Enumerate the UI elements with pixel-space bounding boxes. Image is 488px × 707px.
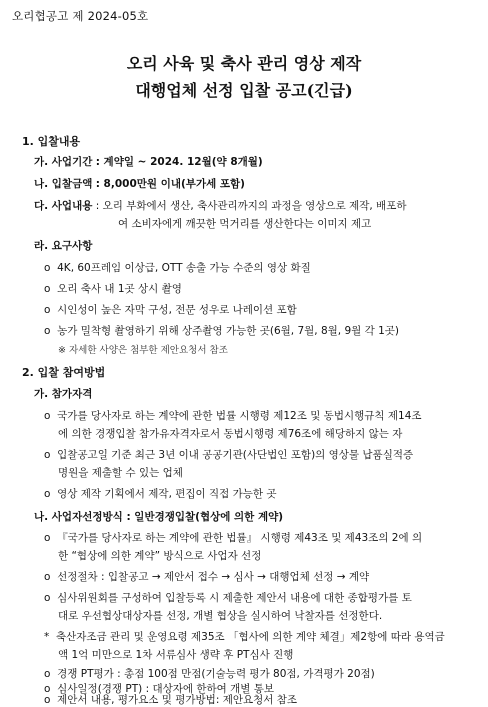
method-item <box>44 592 412 605</box>
qualification-text: 에 의한 경쟁입찰 참가유자격자로서 동법시행령 제76조에 해당하지 않는 자 <box>58 428 403 440</box>
bullet-icon: o <box>44 683 51 695</box>
content-row <box>34 200 406 213</box>
qualification-item <box>44 410 422 423</box>
qualification-item <box>44 449 413 462</box>
qualification-text: 영상 제작 기획에서 제작, 편집이 직접 가능한 곳 <box>57 488 277 500</box>
requirement-item <box>44 304 297 317</box>
method-text: 심사위원회를 구성하여 입찰등록 시 제출한 제안서 내용에 대한 종합평가를 토 <box>57 592 412 604</box>
selection-method-label: 나. 사업자선정방식 : 일반경쟁입찰(협상에 의한 계약) <box>34 511 284 523</box>
qualification-item <box>44 488 277 501</box>
method-text: 심사일정(경쟁 PT) : 대상자에 한하여 개별 통보 <box>57 683 275 695</box>
requirement-text: 4K, 60프레임 이상급, OTT 송출 가능 수준의 영상 화질 <box>57 262 311 274</box>
requirement-text: 오리 축사 내 1곳 상시 촬영 <box>57 283 182 295</box>
bullet-icon: o <box>44 449 51 461</box>
method-item <box>44 694 297 707</box>
method-text: 액 1억 미만으로 1차 서류심사 생략 후 PT심사 진행 <box>58 649 294 661</box>
amount-label: 나. 입찰금액 <box>34 178 93 190</box>
period-value: : 계약일 ~ 2024. 12월(약 8개월) <box>95 156 263 168</box>
method-item <box>44 532 422 545</box>
amount-value: : 8,000만원 이내(부가세 포함) <box>95 178 245 190</box>
method-text: 한 “협상에 의한 계약” 방식으로 사업자 선정 <box>58 550 262 562</box>
qualification-label: 가. 참가자격 <box>34 388 93 400</box>
notice-number: 오리협공고 제 2024-05호 <box>12 9 149 23</box>
title-line-2: 대행업체 선정 입찰 공고(긴급) <box>135 81 353 100</box>
requirements-label: 라. 요구사항 <box>34 240 93 252</box>
qualification-text: 국가를 당사자로 하는 계약에 관한 법률 시행령 제12조 및 동법시행규칙 제14조 <box>57 410 422 422</box>
bullet-icon: o <box>44 304 51 316</box>
bullet-icon: o <box>44 592 51 604</box>
amount-row <box>34 178 245 191</box>
bullet-icon: o <box>44 668 51 680</box>
period-row <box>34 156 263 169</box>
content-label: 다. 사업내용 <box>34 200 93 212</box>
content-value-line-1: : 오리 부화에서 생산, 축사관리까지의 과정을 영상으로 제작, 배포하 <box>95 200 407 212</box>
qualification-text: 입찰공고일 기준 최근 3년 이내 공공기관(사단법인 포함)의 영상물 납품실적증 <box>57 449 414 461</box>
requirement-item <box>44 325 399 338</box>
qualification-text: 명원을 제출할 수 있는 업체 <box>58 467 183 479</box>
requirement-item <box>44 262 311 275</box>
section-1-heading: 1. 입찰내용 <box>22 135 81 148</box>
requirement-item <box>44 283 182 296</box>
method-text: 대로 우선협상대상자를 선정, 개별 협상을 실시하여 낙찰자를 선정한다. <box>58 610 383 622</box>
bullet-icon: o <box>44 571 51 583</box>
period-label: 가. 사업기간 <box>34 156 93 168</box>
requirement-text: 농가 밀착형 촬영하기 위해 상주촬영 가능한 곳(6월, 7월, 8월, 9월 각 1곳) <box>57 325 400 337</box>
bullet-icon: o <box>44 532 51 544</box>
title-line-1: 오리 사육 및 축사 관리 영상 제작 <box>126 54 362 73</box>
asterisk-icon: * <box>44 631 50 643</box>
method-item <box>44 668 375 681</box>
bullet-icon: o <box>44 262 51 274</box>
bullet-icon: o <box>44 488 51 500</box>
method-item <box>44 631 445 644</box>
requirement-text: 시인성이 높은 자막 구성, 전문 성우로 나레이션 포함 <box>57 304 297 316</box>
method-text: 축산자조금 관리 및 운영요령 제35조 「협사에 의한 계약 체결」제2항에 따라 용역금 <box>55 631 445 643</box>
section-2-heading: 2. 입찰 참여방법 <box>22 366 106 379</box>
spec-note: ※ 자세한 사양은 첨부한 제안요청서 참조 <box>58 345 228 356</box>
method-text: 선정절차 : 입찰공고 → 제안서 접수 → 심사 → 대행업체 선정 → 계약 <box>57 571 370 583</box>
bullet-icon: o <box>44 325 51 337</box>
bullet-icon: o <box>44 410 51 422</box>
method-text: 『국가를 당사자로 하는 계약에 관한 법률』 시행령 제43조 및 제43조의 2에 의 <box>57 532 423 544</box>
method-text: 경쟁 PT평가 : 총점 100점 만점(기술능력 평가 80점, 가격평가 20점) <box>57 668 375 680</box>
content-value-line-2: 여 소비자에게 깨끗한 먹거리를 생산한다는 이미지 제고 <box>118 218 372 230</box>
bullet-icon: o <box>44 283 51 295</box>
bullet-icon: o <box>44 694 51 706</box>
method-text: 제안서 내용, 평가요소 및 평가방법: 제안요청서 참조 <box>57 694 298 706</box>
method-item <box>44 571 369 584</box>
